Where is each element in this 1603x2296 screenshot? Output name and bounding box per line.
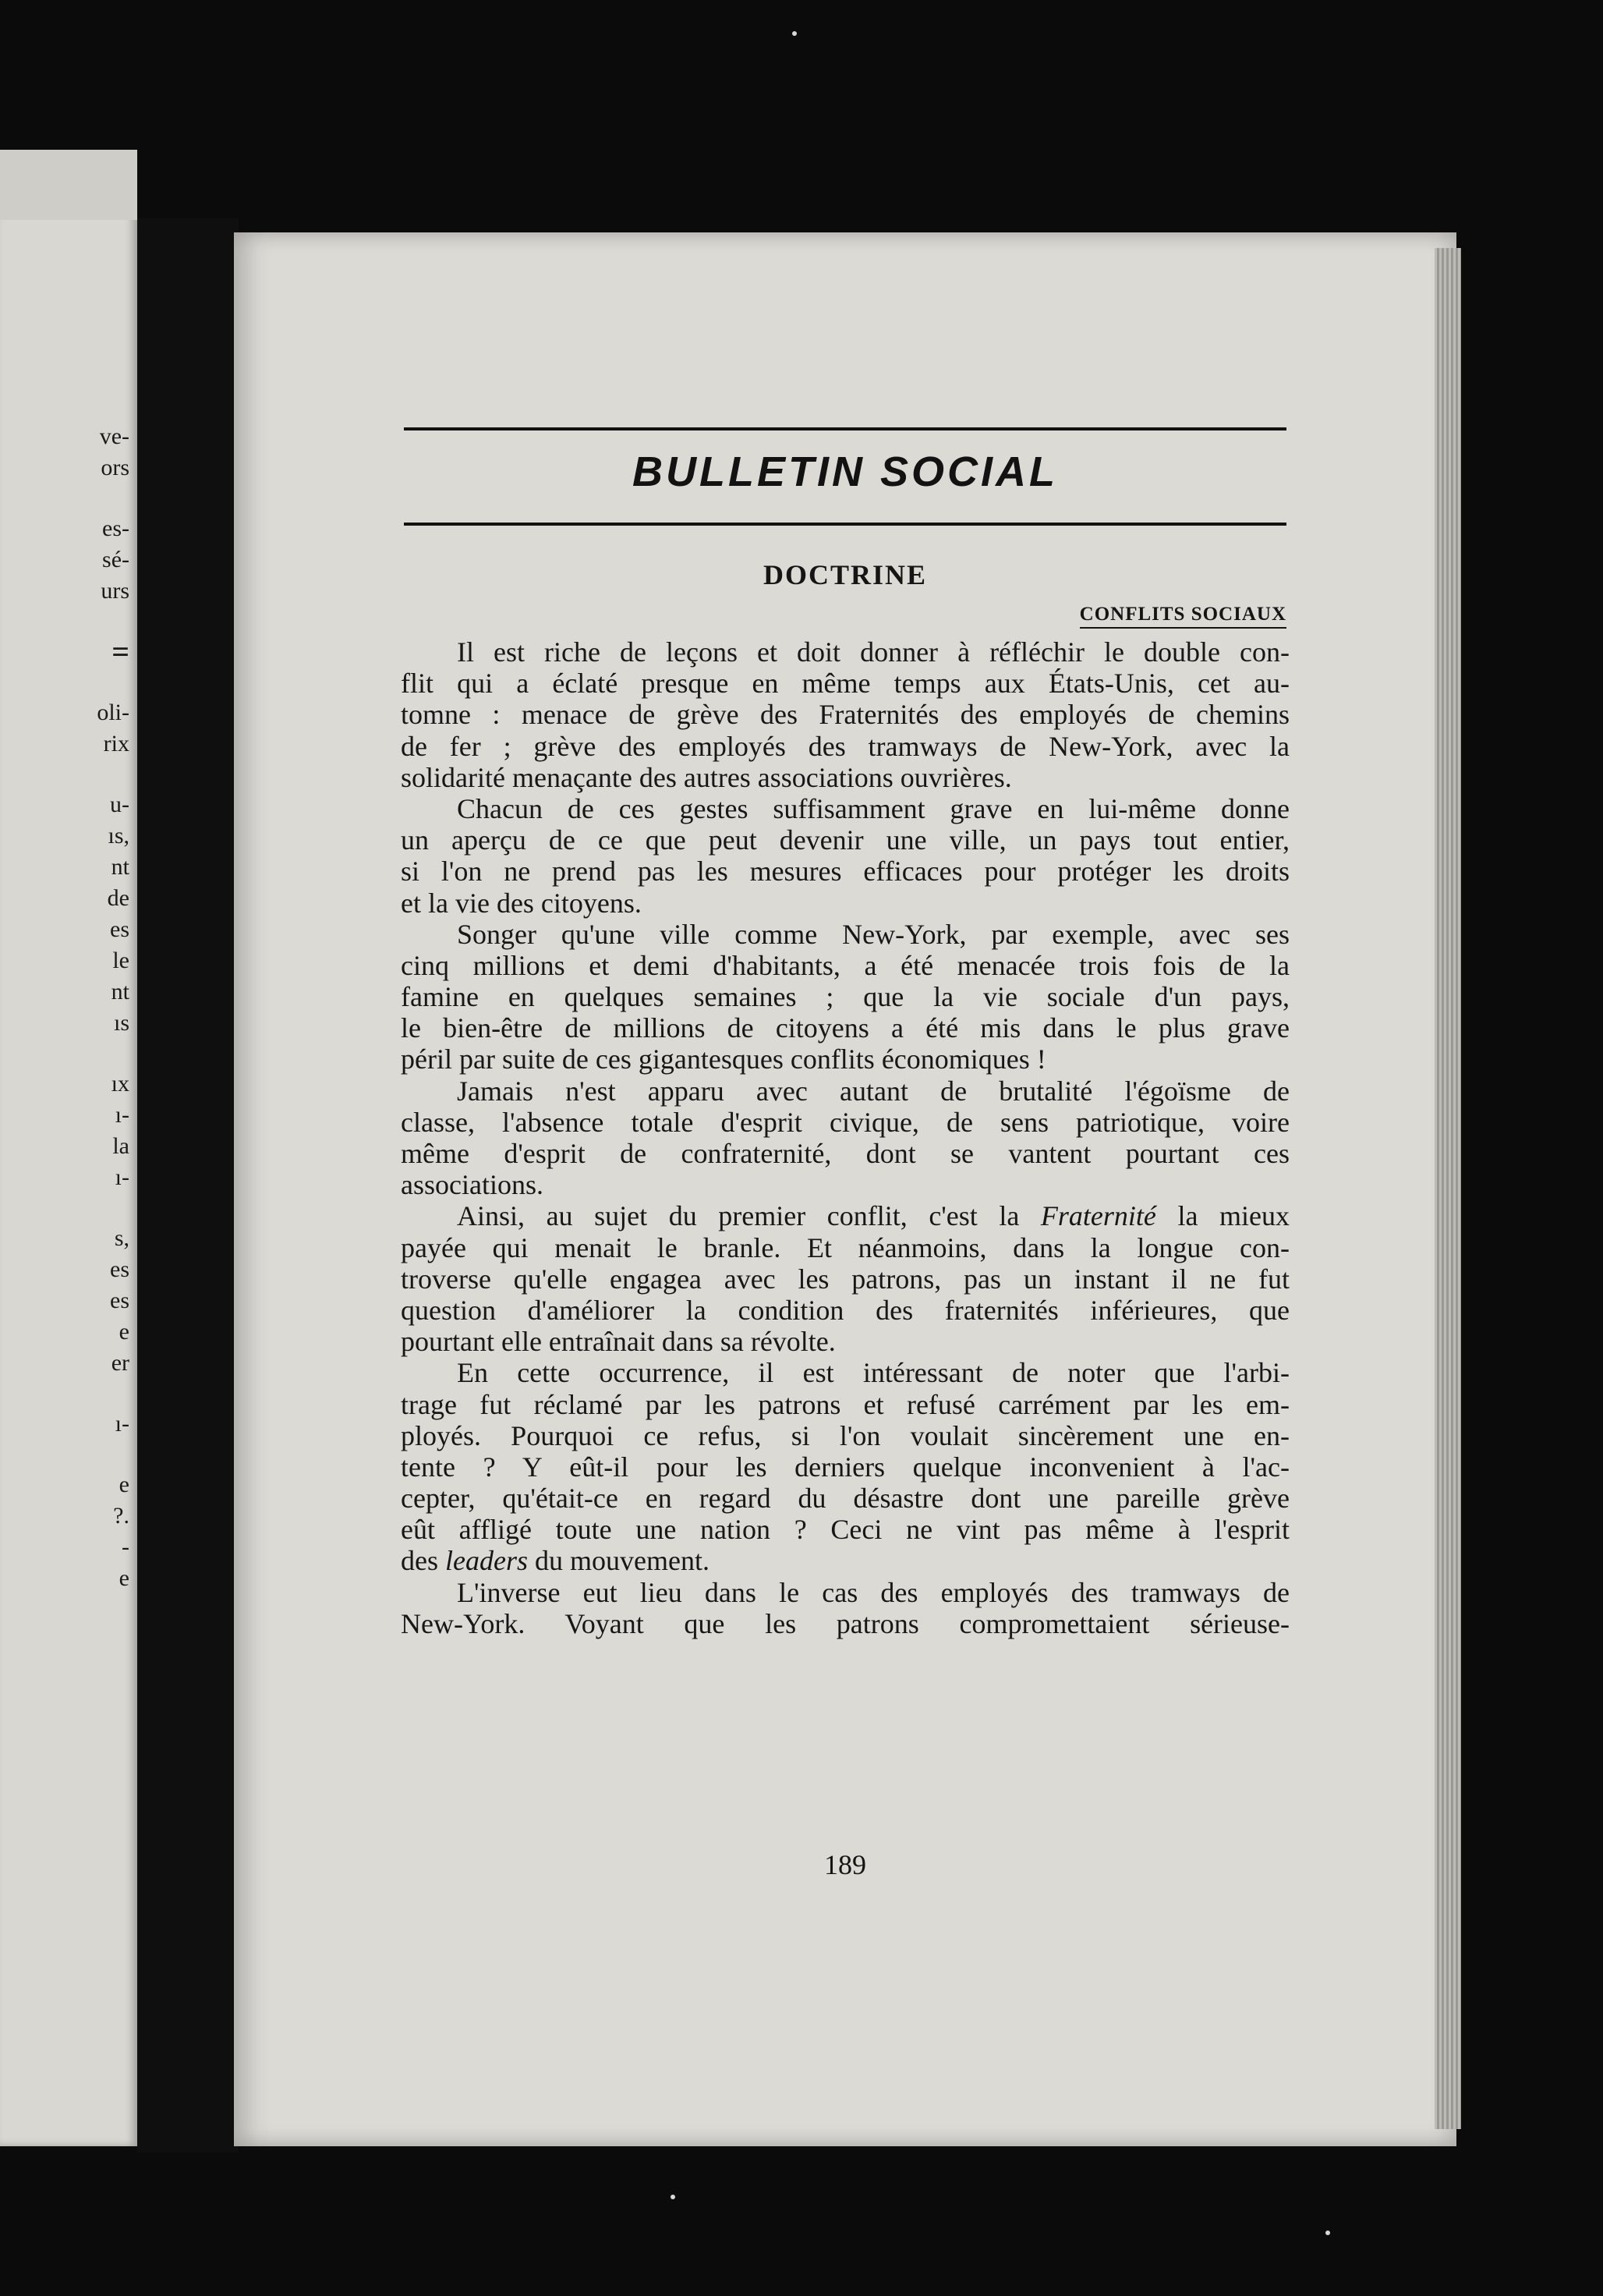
text-line: solidarité menaçante des autres associations ouvrières. bbox=[401, 761, 1012, 793]
left-page-fragment: es bbox=[110, 916, 129, 942]
text-line: question d'améliorer la condition des fraternités inférieures, que bbox=[401, 1294, 1290, 1326]
text-line: Ainsi, au sujet du premier conflit, c'est la Fraternité la mieux bbox=[457, 1200, 1290, 1232]
left-page-fragment: la bbox=[112, 1133, 129, 1159]
left-page-fragment: le bbox=[112, 948, 129, 973]
text-line: eût affligé toute une nation ? Ceci ne vint pas même à l'esprit bbox=[401, 1514, 1290, 1546]
header-rule-bottom bbox=[404, 523, 1286, 526]
left-page-fragment: e bbox=[119, 1565, 129, 1591]
article-body bbox=[401, 636, 1290, 1639]
left-page-fragment: - bbox=[122, 1534, 129, 1560]
text-line: pourtant elle entraînait dans sa révolte. bbox=[401, 1326, 836, 1358]
text-line: de fer ; grève des employés des tramways de New-York, avec la bbox=[401, 730, 1290, 762]
text-line: famine en quelques semaines ; que la vie sociale d'un pays, bbox=[401, 981, 1290, 1013]
left-page-fragment bbox=[0, 1440, 129, 1469]
text-line: associations. bbox=[401, 1169, 543, 1201]
text-line: classe, l'absence totale d'esprit civique, de sens patriotique, voire bbox=[401, 1106, 1290, 1138]
left-page-fragment: ıx bbox=[111, 1071, 129, 1097]
left-page-fragment: ve- bbox=[99, 423, 129, 449]
page-number: 189 bbox=[824, 1849, 866, 1880]
text-line: ployés. Pourquoi ce refus, si l'on voulait sincèrement une en- bbox=[401, 1419, 1290, 1451]
subsection-heading: CONFLITS SOCIAUX bbox=[1080, 604, 1286, 629]
left-page-fragment: es- bbox=[102, 516, 129, 541]
text-line: même d'esprit de confraternité, dont se vantent pourtant ces bbox=[401, 1138, 1290, 1169]
left-page-fragment bbox=[0, 760, 129, 789]
text-line: des leaders du mouvement. bbox=[401, 1545, 709, 1577]
text-line: Songer qu'une ville comme New-York, par exemple, avec ses bbox=[457, 918, 1290, 950]
text-line: péril par suite de ces gigantesques conflits économiques ! bbox=[401, 1043, 1046, 1075]
left-page-fragment: s, bbox=[114, 1225, 129, 1251]
left-page-fragment: oli- bbox=[97, 700, 129, 725]
text-line: et la vie des citoyens. bbox=[401, 887, 642, 919]
film-speck bbox=[792, 31, 797, 36]
text-line: le bien-être de millions de citoyens a été mis dans le plus grave bbox=[401, 1012, 1290, 1044]
text-line: tente ? Y eût-il pour les derniers quelque inconvenient à l'ac- bbox=[401, 1451, 1290, 1483]
text-line: Jamais n'est apparu avec autant de brutalité l'égoïsme de bbox=[457, 1075, 1290, 1107]
text-line: En cette occurrence, il est intéressant de noter que l'arbi- bbox=[457, 1357, 1290, 1389]
text-line: cinq millions et demi d'habitants, a été menacée trois fois de la bbox=[401, 949, 1290, 981]
left-page-fragment bbox=[0, 607, 129, 636]
page-stack-edge bbox=[1435, 248, 1461, 2129]
left-page-fragment: e bbox=[119, 1319, 129, 1345]
left-page-fragment: ors bbox=[101, 455, 129, 480]
text-line: trage fut réclamé par les patrons et refusé carrément par les em- bbox=[401, 1388, 1290, 1420]
book-gutter bbox=[137, 218, 239, 2152]
left-page-fragment: ıs bbox=[113, 1010, 129, 1036]
film-speck bbox=[1325, 2230, 1330, 2235]
left-page-fragment: urs bbox=[101, 578, 129, 604]
left-page-fragment: nt bbox=[111, 854, 129, 880]
left-page-fragment: es bbox=[110, 1256, 129, 1282]
text-line: troverse qu'elle engagea avec les patrons, pas un instant il ne fut bbox=[401, 1263, 1290, 1295]
left-page-fragment bbox=[0, 668, 129, 697]
left-page-fragment: ı- bbox=[115, 1164, 129, 1190]
text-line: si l'on ne prend pas les mesures efficaces pour protéger les droits bbox=[401, 856, 1290, 888]
header-rule-top bbox=[404, 427, 1286, 430]
left-page-fragment bbox=[0, 1039, 129, 1068]
left-page-fragment bbox=[0, 1379, 129, 1408]
bulletin-title: BULLETIN SOCIAL bbox=[632, 448, 1058, 495]
left-page-fragment: ı- bbox=[115, 1411, 129, 1437]
left-page-fragment: de bbox=[107, 885, 129, 911]
text-line: payée qui menait le branle. Et néanmoins, dans la longue con- bbox=[401, 1231, 1290, 1263]
left-page-fragment: ?. bbox=[113, 1503, 129, 1529]
left-page-fragment: = bbox=[111, 634, 129, 669]
left-page-fragment: ı- bbox=[115, 1102, 129, 1128]
left-page-fragment: u- bbox=[110, 792, 129, 817]
text-line: New-York. Voyant que les patrons compromettaient sérieuse- bbox=[401, 1607, 1290, 1639]
film-speck bbox=[671, 2195, 675, 2199]
left-page-fragment: ıs, bbox=[108, 823, 129, 849]
text-line: tomne : menace de grève des Fraternités des employés de chemins bbox=[401, 699, 1290, 731]
text-line: flit qui a éclaté presque en même temps aux États-Unis, cet au- bbox=[401, 668, 1290, 700]
left-page-fragment bbox=[0, 484, 129, 513]
left-page-fragment: rix bbox=[103, 731, 129, 756]
left-page-fragment: sé- bbox=[102, 547, 129, 572]
left-page-fragment: es bbox=[110, 1288, 129, 1313]
text-line: Chacun de ces gestes suffisamment grave en lui-même donne bbox=[457, 792, 1290, 824]
text-line: L'inverse eut lieu dans le cas des employés des tramways de bbox=[457, 1576, 1290, 1608]
left-page-text-fragments bbox=[0, 421, 129, 1594]
left-page-fragment: nt bbox=[111, 979, 129, 1004]
left-page-fragment bbox=[0, 1193, 129, 1223]
left-page-top-edge bbox=[0, 150, 137, 220]
text-line: cepter, qu'était-ce en regard du désastre dont une pareille grève bbox=[401, 1483, 1290, 1515]
left-page-fragment: e bbox=[119, 1472, 129, 1497]
text-line: un aperçu de ce que peut devenir une ville, un pays tout entier, bbox=[401, 824, 1290, 856]
left-page-fragment: er bbox=[111, 1350, 129, 1376]
text-line: Il est riche de leçons et doit donner à réfléchir le double con- bbox=[457, 636, 1290, 668]
section-heading: DOCTRINE bbox=[763, 559, 928, 590]
book-page bbox=[234, 232, 1456, 2146]
